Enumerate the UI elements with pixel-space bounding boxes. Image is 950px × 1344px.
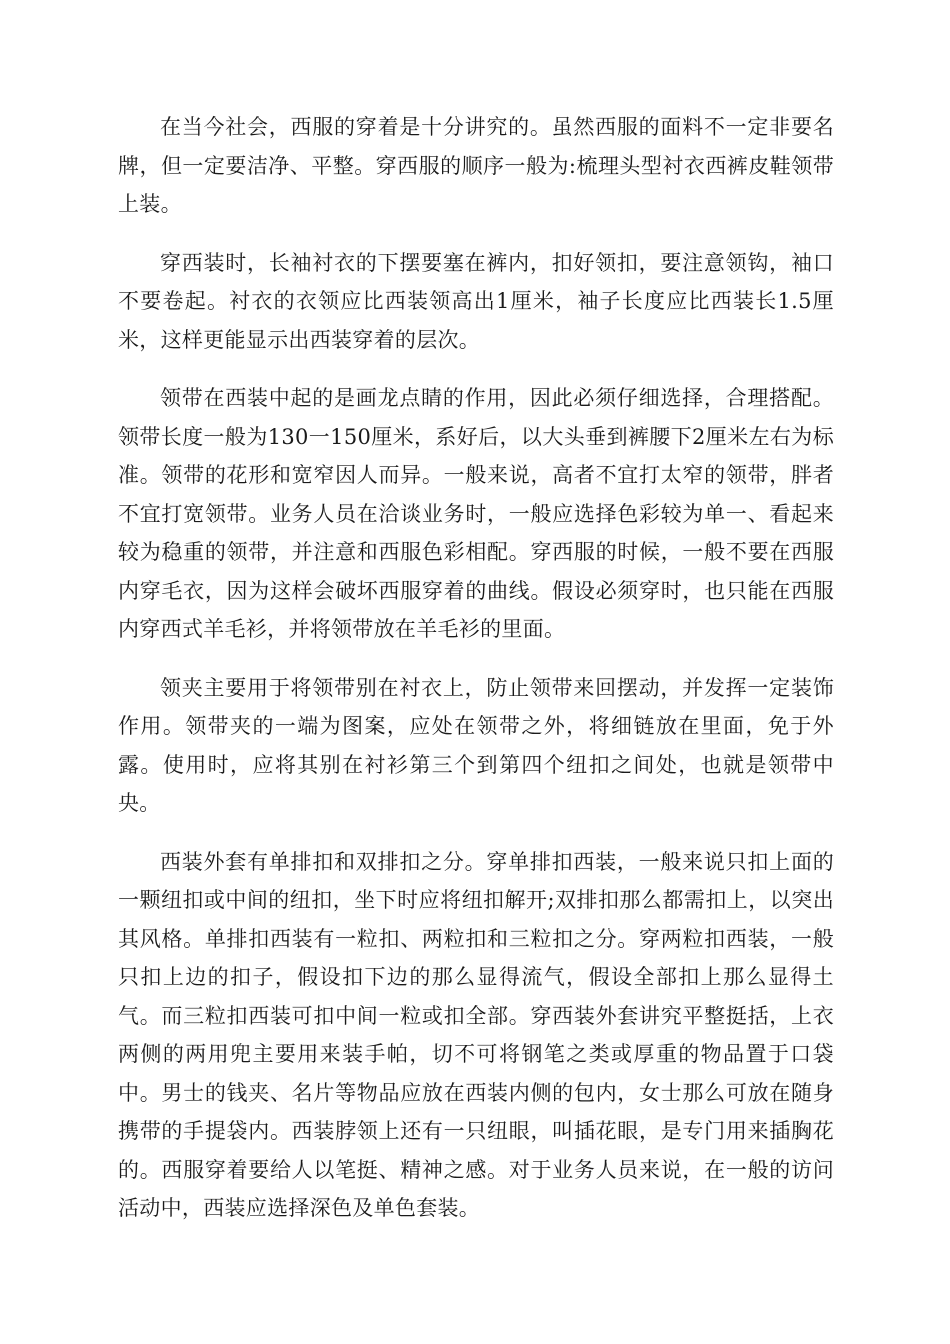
paragraph-jacket: 西装外套有单排扣和双排扣之分。穿单排扣西装，一般来说只扣上面的一颗纽扣或中间的纽扣，坐下时应将纽扣解开;双排扣那么都需扣上，以突出其风格。单排扣西装有一粒扣、两粒扣和三粒扣之分。穿两粒扣西装，一般只扣上边的扣子，假设扣下边的那么显得流气，假设全部扣上那么显得土气。而三粒扣西装可扣中间一粒或扣全部。穿西装外套讲究平整挺括，上衣两侧的两用兜主要用来装手帕，切不可将钢笔之类或厚重的物品置于口袋中。男士的钱夹、名片等物品应放在西装内侧的包内，女士那么可放在随身携带的手提袋内。西装脖领上还有一只纽眼，叫插花眼，是专门用来插胸花的。西服穿着要给人以笔挺、精神之感。对于业务人员来说，在一般的访问活动中，西装应选择深色及单色套装。 — [118, 849, 834, 1220]
paragraph-tie: 领带在西装中起的是画龙点睛的作用，因此必须仔细选择，合理搭配。领带长度一般为130一150厘米，系好后，以大头垂到裤腰下2厘米左右为标准。领带的花形和宽窄因人而异。一般来说，高者不宜打太窄的领带，胖者不宜打宽领带。业务人员在洽谈业务时，一般应选择色彩较为单一、看起来较为稳重的领带，并注意和西服色彩相配。穿西服的时候，一般不要在西服内穿毛衣，因为这样会破坏西服穿着的曲线。假设必须穿时，也只能在西服内穿西式羊毛衫，并将领带放在羊毛衫的里面。 — [118, 386, 834, 641]
paragraph-shirt: 穿西装时，长袖衬衣的下摆要塞在裤内，扣好领扣，要注意领钩，袖口不要卷起。衬衣的衣领应比西装领高出1厘米，袖子长度应比西装长1.5厘米，这样更能显示出西装穿着的层次。 — [118, 250, 834, 352]
paragraph-tie-clip: 领夹主要用于将领带别在衬衣上，防止领带来回摆动，并发挥一定装饰作用。领带夹的一端为图案，应处在领带之外，将细链放在里面，免于外露。使用时，应将其别在衬衫第三个到第四个纽扣之间处，也就是领带中央。 — [118, 675, 834, 815]
paragraph-suit-intro: 在当今社会，西服的穿着是十分讲究的。虽然西服的面料不一定非要名牌，但一定要洁净、平整。穿西服的顺序一般为:梳理头型衬衣西裤皮鞋领带上装。 — [118, 115, 834, 216]
document-body — [118, 108, 834, 1248]
